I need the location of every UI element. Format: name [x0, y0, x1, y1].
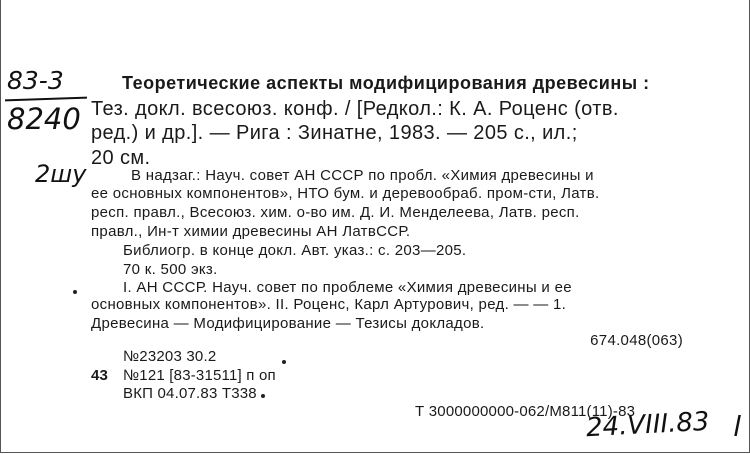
tracing-line-3: Древесина — Модифицирование — Тезисы докладов. — [91, 315, 485, 332]
ink-dot — [73, 290, 77, 294]
order-line: №121 [83-31511] п оп — [123, 367, 276, 384]
entry-line-3: ред.) и др.]. — Рига : Зинатне, 1983. — 205 с., ил.; — [91, 122, 578, 144]
ink-dot — [282, 360, 286, 364]
vkp-line: ВКП 04.07.83 Т338 — [123, 385, 257, 402]
note-bibliography: Библиогр. в конце докл. Авт. указ.: с. 203—205. — [123, 242, 467, 259]
note-price-copies: 70 к. 500 экз. — [123, 261, 218, 278]
udc-classification: 674.048(063) — [590, 332, 683, 349]
handwritten-margin-mark: 2шу — [35, 160, 87, 188]
note-line-2: ее основных компонентов», НТО бум. и деревообраб. пром-сти, Латв. — [91, 185, 600, 202]
handwritten-date-note: 24.VIII.83 — [584, 406, 710, 444]
handwritten-signature-mark: l — [733, 410, 741, 443]
bottom-publication-code: Т 3000000000-062/М811(11)-83 — [415, 403, 636, 420]
handwritten-divider-line — [5, 97, 87, 102]
entry-line-2: Тез. докл. всесоюз. конф. / [Редкол.: К. А. Роценс (отв. — [91, 98, 619, 120]
tracing-line-2: основных компонентов». II. Роценс, Карл Артурович, ред. — — 1. — [91, 296, 567, 313]
entry-title: Теоретические аспекты модифицирования древесины : — [122, 73, 650, 93]
handwritten-shelf-code-top: 83-3 — [7, 66, 64, 95]
card-number-line: №23203 30.2 — [123, 348, 217, 365]
ink-dot — [261, 394, 265, 398]
card-prefix-number: 43 — [91, 367, 109, 384]
entry-line-4: 20 см. — [91, 147, 151, 169]
note-line-1: В надзаг.: Науч. совет АН СССР по пробл. «Химия древесины и — [131, 167, 594, 184]
tracing-line-1: I. АН СССР. Науч. совет по проблеме «Химия древесины и ее — [123, 279, 572, 296]
handwritten-shelf-code-bottom: 8240 — [7, 102, 81, 136]
note-line-4: правл., Ин-т химии древесины АН ЛатвССР. — [91, 223, 411, 240]
note-line-3: респ. правл., Всесоюз. хим. о-во им. Д. И. Менделеева, Латв. респ. — [91, 204, 580, 221]
